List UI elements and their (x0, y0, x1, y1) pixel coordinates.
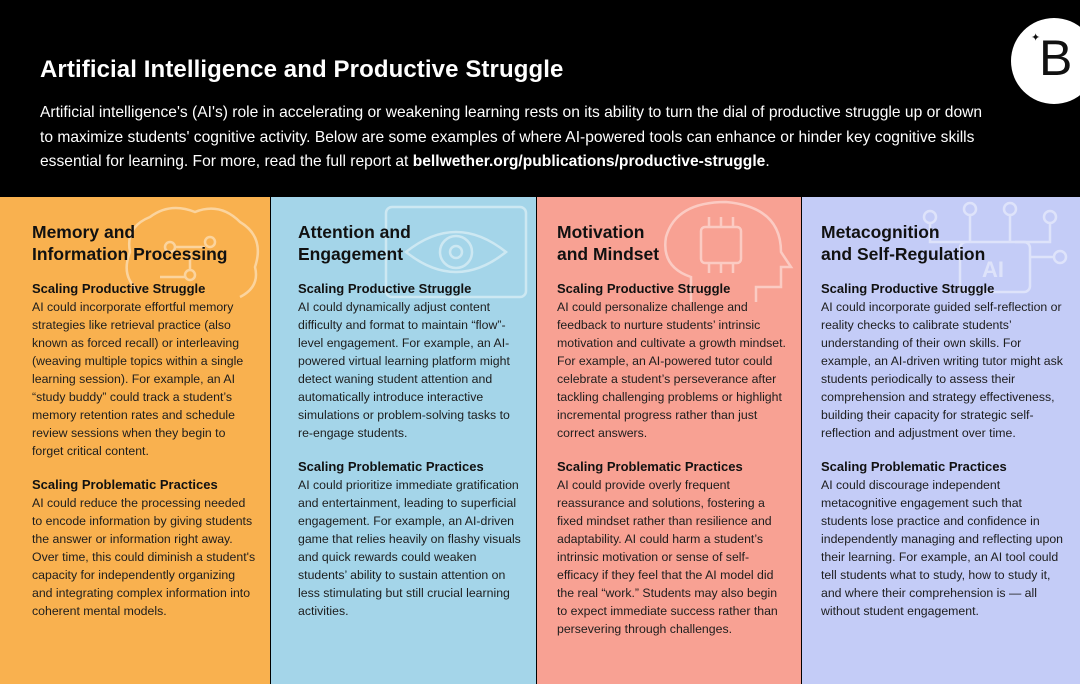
section-heading: Scaling Problematic Practices (298, 459, 484, 474)
report-link[interactable]: bellwether.org/publications/productive-struggle (412, 153, 766, 170)
section-body: AI could dynamically adjust content difficulty and format to maintain “flow”-level engagement. For example, an AI-powered virtual learning platform might detect waning student attention and automatically introduce interactive simulations or problem-solving tasks to re-engage students. (298, 300, 510, 440)
bellwether-logo (1011, 18, 1080, 104)
memory-content (32, 221, 256, 636)
column-title: Metacognition and Self-Regulation (821, 222, 986, 264)
section-heading: Scaling Productive Struggle (298, 281, 472, 296)
memory-column (0, 197, 270, 684)
section-body: AI could discourage independent metacognitive engagement such that students lose practice and confidence in independently managing and reflecting upon their learning. For example, an AI tool could tell students what to study, how to study it, and where their comprehension is — all without student engagement. (821, 478, 1064, 618)
attention-content (298, 221, 522, 636)
page-title: Artificial Intelligence and Productive Struggle (40, 56, 564, 83)
column-title: Memory and Information Processing (32, 222, 228, 264)
section-body: AI could provide overly frequent reassurance and solutions, fostering a fixed mindset rather than resilience and adaptability. AI could harm a student’s intrinsic motivation or sense of self-efficacy if they feel that the AI model did the real “work.” Students may also begin to expect immediate success rather than persevering through challenges. (557, 478, 778, 636)
attention-column (271, 197, 536, 684)
section-body: AI could incorporate guided self-reflection or reality checks to calibrate students’ understanding of their own skills. For example, an AI-driven writing tutor might ask students periodically to assess their comprehension and strategy effectiveness, building their capacity for strategic self-reflection and adjustment over time. (821, 300, 1063, 440)
header-banner (0, 0, 1080, 197)
metacognition-column (802, 197, 1080, 684)
section-body: AI could reduce the processing needed to encode information by giving students the answer or information right away. Over time, this could diminish a student's capacity for independently organizing and integrating complex information into coherent mental models. (32, 496, 256, 618)
column-title: Motivation and Mindset (557, 222, 660, 264)
intro-paragraph (40, 101, 990, 175)
intro-end: . (765, 153, 770, 170)
intro-text: Artificial intelligence's (AI's) role in accelerating or weakening learning rests on its ability to turn the dial of productive struggle up or down to maximize students' cognitive activity. Below are some examples of where AI-powered tools can enhance or hinder key cognitive skills essential for learning. For more, read the full report at (40, 104, 983, 170)
section-heading: Scaling Problematic Practices (557, 459, 743, 474)
metacognition-content (821, 221, 1066, 636)
section-heading: Scaling Productive Struggle (821, 281, 995, 296)
section-heading: Scaling Productive Struggle (32, 281, 206, 296)
section-heading: Scaling Productive Struggle (557, 281, 731, 296)
logo-star-icon: ✦ (1031, 31, 1041, 44)
section-heading: Scaling Problematic Practices (821, 459, 1007, 474)
column-title: Attention and Engagement (298, 222, 411, 264)
section-body: AI could prioritize immediate gratification and entertainment, leading to superficial engagement. For example, an AI-driven game that relies heavily on flashy visuals and quick rewards could weaken students’ ability to sustain attention on less stimulating but still crucial learning activities. (298, 478, 521, 618)
svg-text:AI: AI (982, 257, 1004, 282)
section-body: AI could personalize challenge and feedback to nurture students’ intrinsic motivation and cultivate a growth mindset. For example, an AI-powered tutor could celebrate a student’s perseverance after tackling challenging problems or highlight incremental progress rather than just correct answers. (557, 300, 786, 440)
section-heading: Scaling Problematic Practices (32, 477, 218, 492)
motivation-content (557, 221, 787, 654)
columns-container (0, 197, 1080, 684)
section-body: AI could incorporate effortful memory strategies like retrieval practice (also known as forced recall) or interleaving (weaving multiple topics within a single learning session). For example, an AI “study buddy” could track a student’s memory retention rates and schedule review sessions when they begin to forget critical content. (32, 300, 244, 458)
motivation-column (537, 197, 801, 684)
logo-letter: B (1039, 30, 1073, 86)
